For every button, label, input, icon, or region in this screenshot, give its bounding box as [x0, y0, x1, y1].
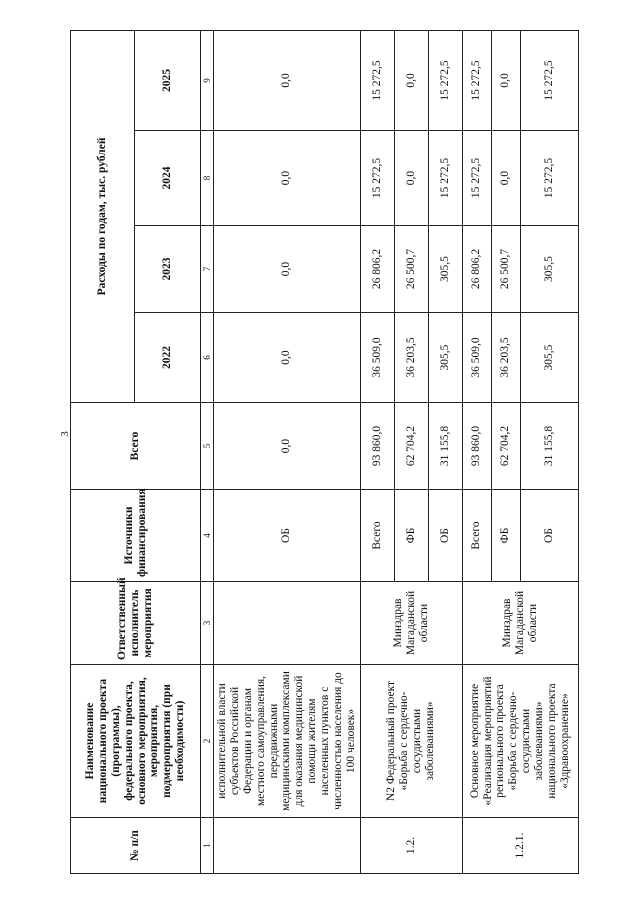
cell-2022: 36 509,0	[360, 313, 394, 403]
colnum-4: 4	[201, 490, 214, 582]
cell-2025: 0,0	[394, 30, 428, 130]
cell-source: ФБ	[491, 490, 520, 582]
cell-2024: 15 272,5	[462, 131, 491, 226]
cell-source: Всего	[462, 490, 491, 582]
colnum-3: 3	[201, 582, 214, 665]
cell-executor	[214, 582, 361, 665]
table-row	[360, 30, 394, 873]
colnum-2: 2	[201, 665, 214, 818]
cell-2023: 305,5	[428, 226, 462, 313]
cell-2023: 26 500,7	[394, 226, 428, 313]
cell-2024: 0,0	[394, 131, 428, 226]
table-row	[462, 30, 491, 873]
cell-2022: 36 203,5	[394, 313, 428, 403]
cell-source: ФБ	[394, 490, 428, 582]
header-years-group: Расходы по годам, тыс. рублей	[71, 30, 135, 402]
cell-source: ОБ	[428, 490, 462, 582]
cell-num: 1.2.	[360, 818, 462, 874]
column-number-row	[201, 30, 214, 873]
cell-2022: 36 509,0	[462, 313, 491, 403]
cell-2023: 305,5	[520, 226, 578, 313]
cell-executor: Минздрав Магаданской области	[462, 582, 578, 665]
header-source: Источники финансирования	[71, 490, 201, 582]
colnum-8: 8	[201, 131, 214, 226]
cell-2024: 15 272,5	[520, 131, 578, 226]
cell-total: 93 860,0	[360, 403, 394, 490]
colnum-1: 1	[201, 818, 214, 874]
cell-2023: 26 500,7	[491, 226, 520, 313]
colnum-7: 7	[201, 226, 214, 313]
cell-source: ОБ	[520, 490, 578, 582]
header-year-2022: 2022	[135, 313, 201, 403]
cell-2024: 0,0	[491, 131, 520, 226]
cell-2022: 36 203,5	[491, 313, 520, 403]
cell-2025: 0,0	[491, 30, 520, 130]
cell-2022: 0,0	[214, 313, 361, 403]
cell-name: Основное мероприятие «Реализация мероприятий регионального проекта «Борьба с сердечно-сосудистыми заболеваниями» национального проекта «Здравоохранение»	[462, 665, 578, 818]
cell-total: 0,0	[214, 403, 361, 490]
cell-total: 62 704,2	[394, 403, 428, 490]
header-year-2025: 2025	[135, 30, 201, 130]
expenses-table	[70, 30, 579, 874]
header-row-1	[71, 30, 135, 873]
cell-total: 62 704,2	[491, 403, 520, 490]
cell-2022: 305,5	[520, 313, 578, 403]
header-name: Наименование национального проекта (программы), федерального проекта, основного мероприятия, мероприятия, подмероприятия (при необходимости)	[71, 665, 201, 818]
header-year-2024: 2024	[135, 131, 201, 226]
colnum-5: 5	[201, 403, 214, 490]
table-row-continuation	[214, 30, 361, 873]
cell-source: Всего	[360, 490, 394, 582]
cell-total: 93 860,0	[462, 403, 491, 490]
colnum-6: 6	[201, 313, 214, 403]
cell-2023: 26 806,2	[360, 226, 394, 313]
cell-num	[214, 818, 361, 874]
cell-2025: 15 272,5	[462, 30, 491, 130]
cell-2025: 15 272,5	[360, 30, 394, 130]
cell-num: 1.2.1.	[462, 818, 578, 874]
cell-2024: 15 272,5	[360, 131, 394, 226]
cell-total: 31 155,8	[520, 403, 578, 490]
header-total: Всего	[71, 403, 201, 490]
header-executor: Ответственный исполнитель мероприятия	[71, 582, 201, 665]
rotated-table-wrapper	[70, 31, 574, 874]
colnum-9: 9	[201, 30, 214, 130]
cell-total: 31 155,8	[428, 403, 462, 490]
header-num: № п/п	[71, 818, 201, 874]
page-number: 3	[58, 431, 71, 437]
cell-2023: 26 806,2	[462, 226, 491, 313]
cell-name: N2 Федеральный проект «Борьба с сердечно-сосудистыми заболеваниями»	[360, 665, 462, 818]
cell-name: исполнительной власти субъектов Российской Федерации и органам местного самоуправления, передвижными медицинскими комплексами для оказания медицинской помощи жителям населенных пунктов с численностью населения до 100 человек»	[214, 665, 361, 818]
cell-2024: 15 272,5	[428, 131, 462, 226]
cell-2025: 15 272,5	[428, 30, 462, 130]
cell-executor: Минздрав Магаданской области	[360, 582, 462, 665]
cell-2022: 305,5	[428, 313, 462, 403]
header-year-2023: 2023	[135, 226, 201, 313]
cell-source: ОБ	[214, 490, 361, 582]
cell-2025: 15 272,5	[520, 30, 578, 130]
cell-2024: 0,0	[214, 131, 361, 226]
cell-2025: 0,0	[214, 30, 361, 130]
cell-2023: 0,0	[214, 226, 361, 313]
